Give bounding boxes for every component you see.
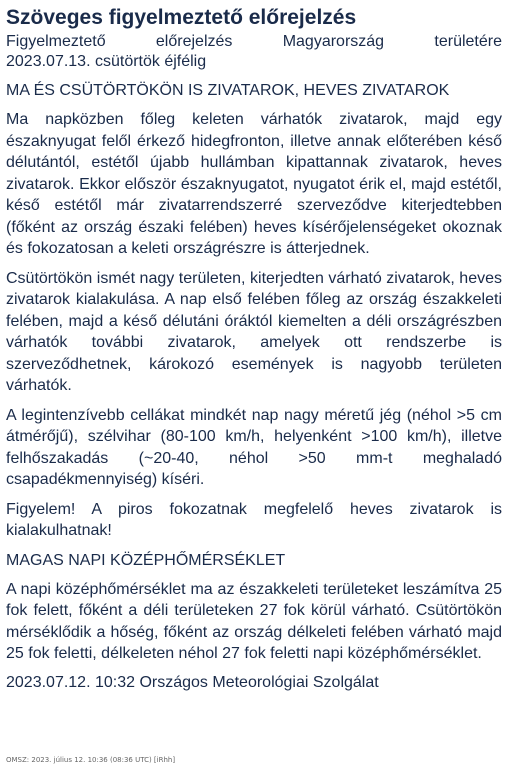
subtitle-date-line: 2023.07.13. csütörtök éjfélig: [6, 53, 207, 70]
paragraph-storms-thursday: Csütörtökön ismét nagy területen, kiterjedten várható zivatarok, heves zivatarok kialakulása. A nap első felében főleg az ország északkeleti felében, majd a késő délutáni óráktól kiemelten a déli országrészben várhatók további zivatarok, amelyek ott rendszerbe is szerveződhetnek, károkozó események is nagyobb területen várhatók.: [6, 269, 502, 394]
paragraph-storm-intensity: A legintenzívebb cellákat mindkét nap nagy méretű jég (néhol >5 cm átmérőjű), szélvihar (80-100 km/h, helyenként >100 km/h), illetve felhőszakadás (~20-40, néhol >50 mm-t meghaladó csapadékmennyiség) kíséri.: [6, 406, 502, 488]
section-title-temperature: MAGAS NAPI KÖZÉPHŐMÉRSÉKLET: [6, 551, 286, 569]
footer-timestamp: OMSZ: 2023. július 12. 10:36 (08:36 UTC) [iRhh]: [6, 756, 176, 764]
subtitle-area-line: Figyelmeztető előrejelzés Magyarország területére: [6, 33, 502, 50]
section-title-storms: MA ÉS CSÜTÖRTÖKÖN IS ZIVATAROK, HEVES ZIVATAROK: [6, 82, 450, 99]
issue-signature: 2023.07.12. 10:32 Országos Meteorológiai Szolgálat: [6, 673, 379, 691]
page-title: Szöveges figyelmeztető előrejelzés: [6, 6, 357, 29]
paragraph-red-warning: Figyelem! A piros fokozatnak megfelelő heves zivatarok is kialakulhatnak!: [6, 500, 502, 539]
forecast-subtitle: [6, 32, 502, 72]
paragraph-temperature: A napi középhőmérséklet ma az északkeleti területeket leszámítva 25 fok felett, főként a déli területeken 27 fok körül várható. Csütörtökön mérséklődik a hőség, főként az ország délkeleti felében várható majd 25 fok feletti, délkeleten néhol 27 fok feletti napi középhőmérséklet.: [6, 580, 502, 662]
paragraph-storms-today: Ma napközben főleg keleten várhatók zivatarok, majd egy északnyugat felől érkező hidegfronton, illetve annak előterében késő délutántól, estétől újabb hullámban kipattannak zivatarok, heves zivatarok. Ekkor először északnyugatot, nyugatot érik el, majd estétől, késő estétől már zivatarrendszerré szerveződve kiterjedtebben (főként az ország északi felében) heves kísérőjelenségeket okoznak és fokozatosan a keleti országrészre is átterjednek.: [6, 111, 502, 257]
